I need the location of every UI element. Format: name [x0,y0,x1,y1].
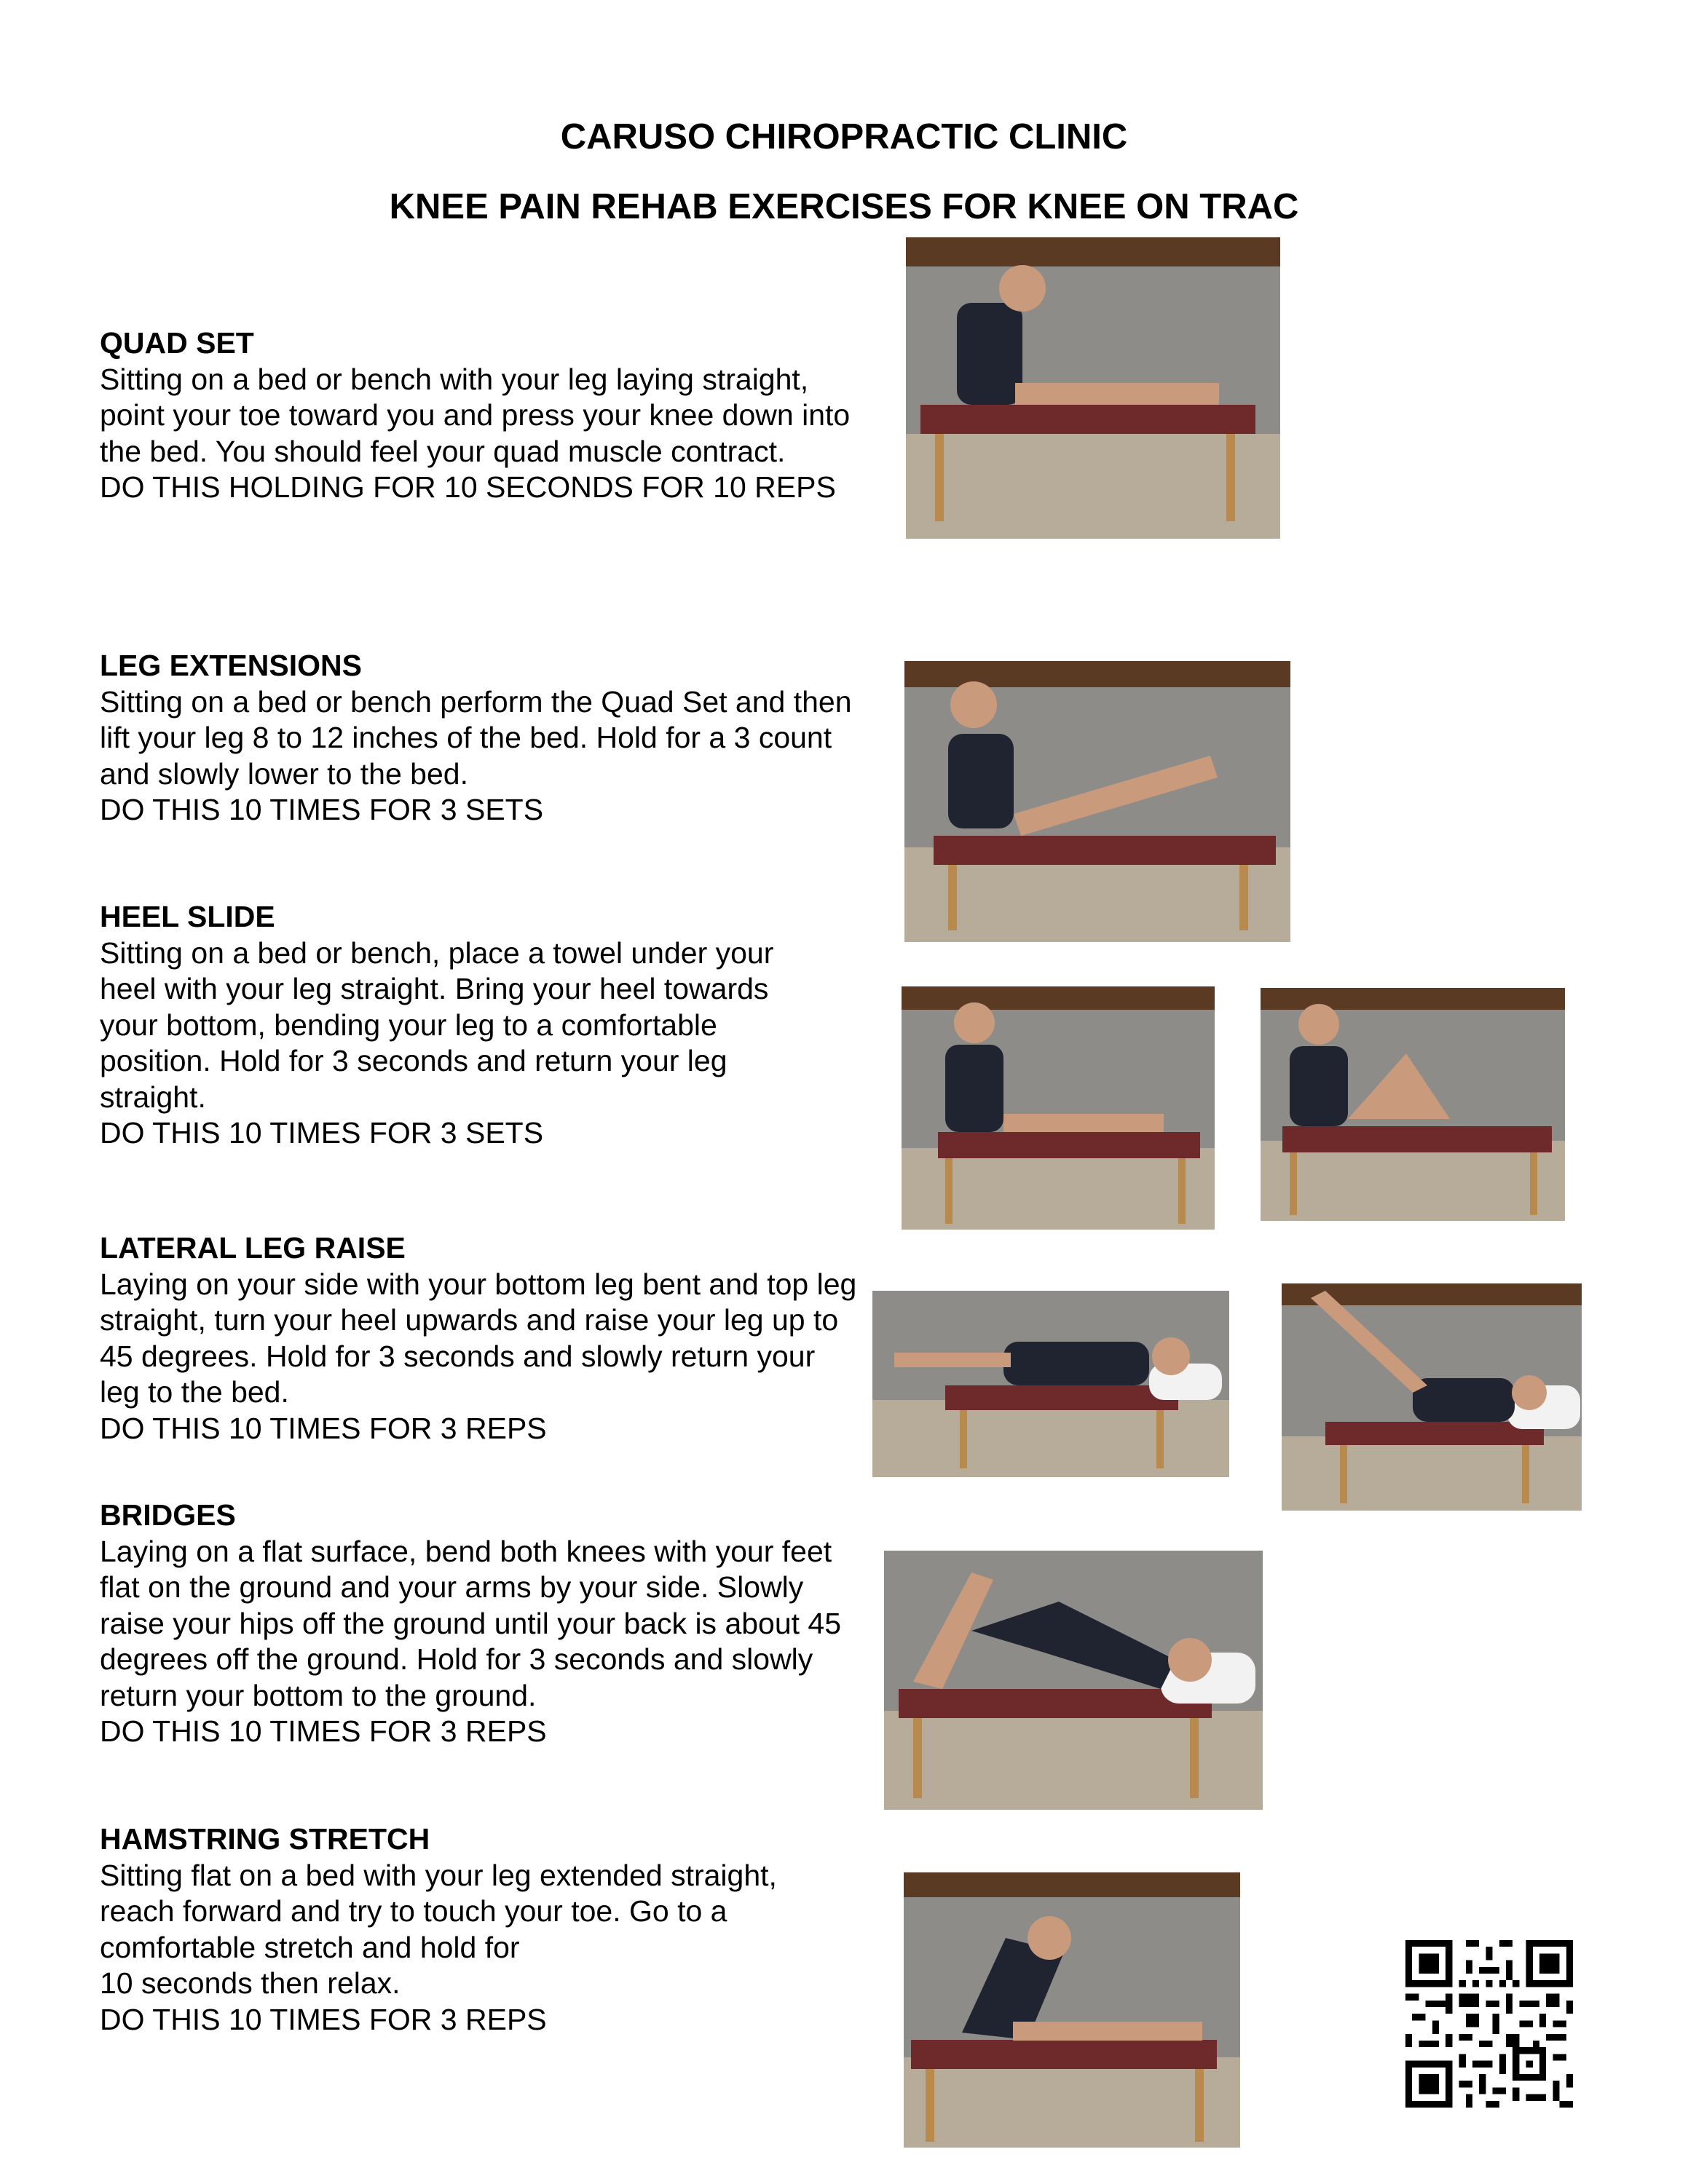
exercise-title: HAMSTRING STRETCH [100,1822,430,1856]
clinic-name: CARUSO CHIROPRACTIC CLINIC [560,117,1128,157]
page-title: KNEE PAIN REHAB EXERCISES FOR KNEE ON TRAC [389,187,1299,226]
exercise-bridges [100,1497,864,1750]
exercise-reps: DO THIS 10 TIMES FOR 3 REPS [100,2002,547,2036]
exercise-description-line2: 10 seconds then relax. [100,1966,401,2000]
lateral-leg-raise-photo-start [872,1291,1229,1477]
hamstring-stretch-photo [904,1872,1240,2148]
exercise-reps: DO THIS 10 TIMES FOR 3 REPS [100,1411,547,1445]
exercise-reps: DO THIS 10 TIMES FOR 3 SETS [100,793,544,826]
exercise-title: LEG EXTENSIONS [100,649,362,682]
qr-code-icon [1405,1940,1573,2108]
exercise-reps: DO THIS 10 TIMES FOR 3 SETS [100,1116,544,1150]
exercise-heel-slide [100,899,813,1152]
exercise-reps: DO THIS HOLDING FOR 10 SECONDS FOR 10 REPS [100,470,836,504]
bridges-photo [884,1551,1263,1810]
exercise-description: Sitting on a bed or bench perform the Quad Set and then lift your leg 8 to 12 inches of the bed. Hold for a 3 count and slowly lower to the bed. [100,684,852,791]
exercise-title: BRIDGES [100,1498,236,1532]
exercise-description: Laying on a flat surface, bend both knees with your feet flat on the ground and your arms by your side. Slowly raise your hips off the ground until your back is about 45 degrees off the ground. Hold for 3 seconds and slowly return your bottom to the ground. [100,1534,842,1712]
exercise-lateral-leg-raise [100,1230,857,1447]
lateral-leg-raise-photo-end [1282,1283,1582,1511]
exercise-title: HEEL SLIDE [100,900,275,933]
exercise-quad-set [100,325,857,506]
quad-set-photo [906,237,1280,539]
exercise-title: LATERAL LEG RAISE [100,1231,406,1265]
heel-slide-photo-end [1261,988,1565,1221]
exercise-hamstring-stretch [100,1821,821,2038]
exercise-leg-extensions [100,648,857,828]
exercise-description: Sitting flat on a bed with your leg extended straight, reach forward and try to touch your toe. Go to a comfortable stretch and hold for [100,1858,777,1964]
exercise-description: Sitting on a bed or bench, place a towel under your heel with your leg straight. Bring your heel towards your bottom, bending your leg to a comfortable position. Hold for 3 seconds and return your leg straight. [100,935,774,1114]
leg-extensions-photo [904,661,1290,942]
exercise-title: QUAD SET [100,326,254,360]
exercise-description: Sitting on a bed or bench with your leg laying straight, point your toe toward you and press your knee down into the bed. You should feel your quad muscle contract. [100,362,851,468]
exercise-description: Laying on your side with your bottom leg bent and top leg straight, turn your heel upwards and raise your leg up to 45 degrees. Hold for 3 seconds and slowly return your leg to the bed. [100,1267,857,1409]
exercise-reps: DO THIS 10 TIMES FOR 3 REPS [100,1714,547,1748]
heel-slide-photo-start [902,986,1215,1230]
